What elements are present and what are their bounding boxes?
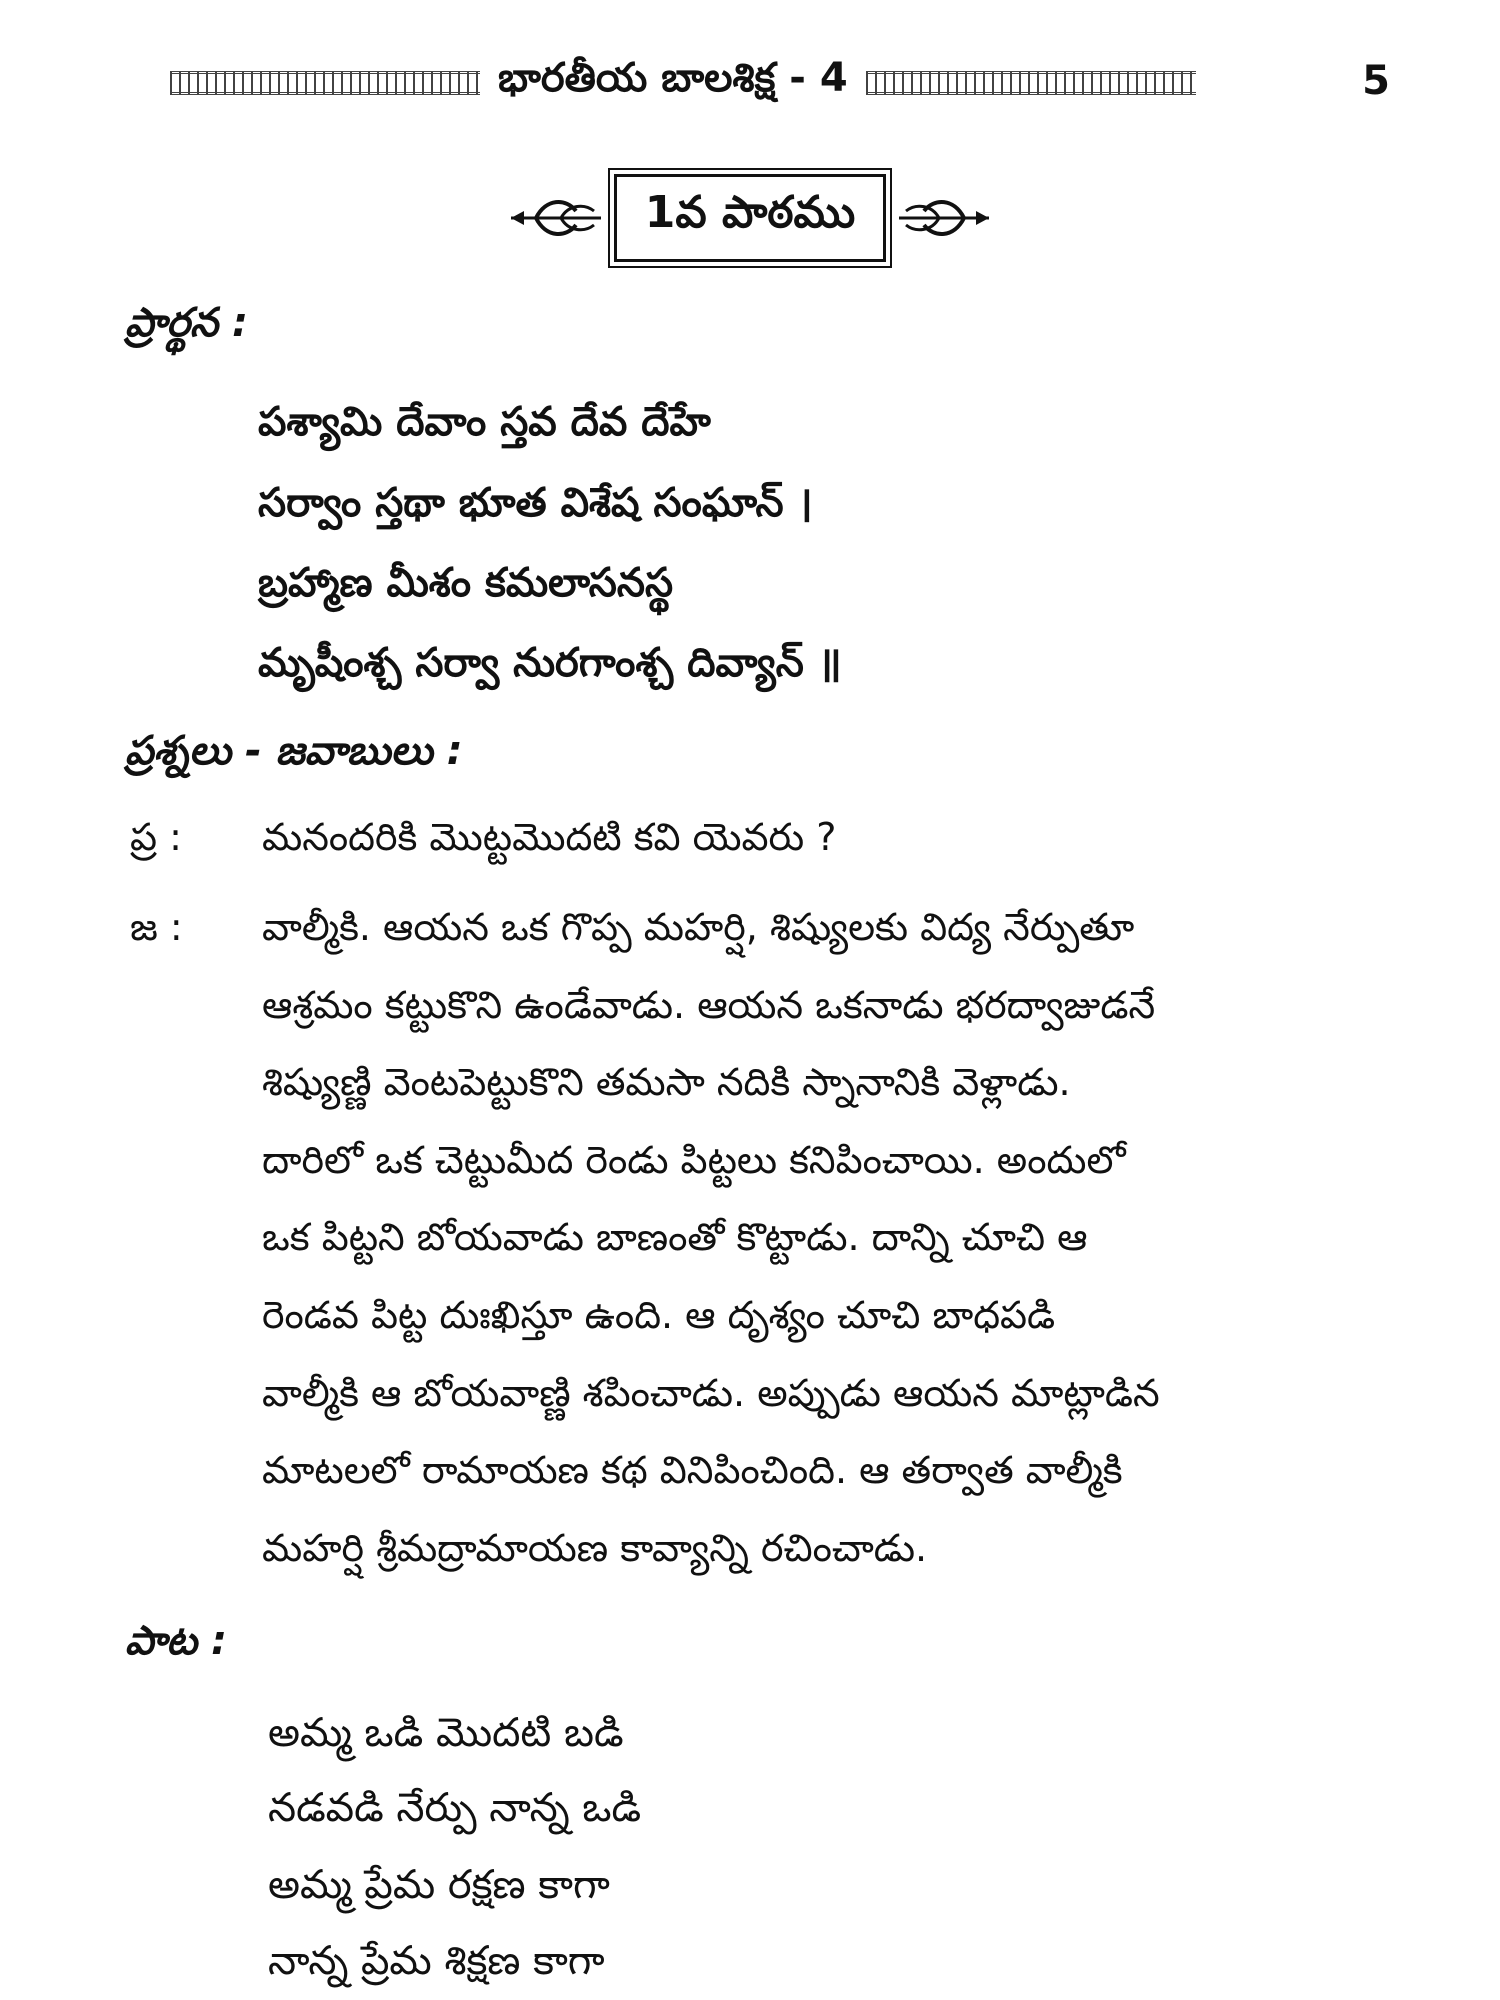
prayer-line: బ్రహ్మాణ మీశం కమలాసనస్థ xyxy=(258,560,674,606)
prayer-line: సర్వాం స్తథా భూత విశేష సంఘాన్ । xyxy=(258,480,813,526)
song-line: అమ్మ ఒడి మొదటి బడి xyxy=(268,1710,624,1756)
lesson-title: 1వ పాఠము xyxy=(614,174,886,262)
song-heading: పాట : xyxy=(125,1618,228,1664)
prayer-heading: ప్రార్థన : xyxy=(125,300,248,346)
answer-marker: జ : xyxy=(130,905,183,949)
answer-line: దారిలో ఒక చెట్టుమీద రెండు పిట్టలు కనిపించాయి. అందులో xyxy=(262,1138,1126,1182)
answer-line: శిష్యుణ్ణి వెంటపెట్టుకొని తమసా నదికి స్నానానికి వెళ్లాడు. xyxy=(262,1060,1071,1104)
song-line: నాన్న ప్రేమ శిక్షణ కాగా xyxy=(268,1938,605,1984)
right-flourish-icon xyxy=(894,193,994,243)
answer-line: మాటలలో రామాయణ కథ వినిపించింది. ఆ తర్వాత వాల్మీకి xyxy=(262,1448,1123,1492)
question-text: మనందరికి మొట్టమొదటి కవి యెవరు ? xyxy=(262,815,837,859)
answer-line: వాల్మీకి. ఆయన ఒక గొప్ప మహర్షి, శిష్యులకు విద్య నేర్పుతూ xyxy=(262,905,1135,949)
answer-line: రెండవ పిట్ట దుఃఖిస్తూ ఉంది. ఆ దృశ్యం చూచి బాధపడి xyxy=(262,1293,1056,1337)
header-ornament-right xyxy=(866,71,1196,95)
lesson-title-banner xyxy=(490,168,1010,268)
song-line: నడవడి నేర్పు నాన్న ఒడి xyxy=(268,1785,642,1831)
question-marker: ప్ర : xyxy=(130,815,182,859)
answer-line: వాల్మీకి ఆ బోయవాణ్ణి శపించాడు. అప్పుడు ఆయన మాట్లాడిన xyxy=(262,1371,1160,1415)
song-line: అమ్మ ప్రేమ రక్షణ కాగా xyxy=(268,1862,610,1908)
answer-line: మహర్షి శ్రీమద్రామాయణ కావ్యాన్ని రచించాడు. xyxy=(262,1526,928,1570)
page-number: 5 xyxy=(1362,58,1390,104)
book-title: భారతీయ బాలశిక్ష - 4 xyxy=(498,55,848,101)
prayer-line: మృషీంశ్చ సర్వా నురగాంశ్చ దివ్యాన్ ॥ xyxy=(258,640,842,686)
prayer-line: పశ్యామి దేవాం స్తవ దేవ దేహే xyxy=(258,399,711,445)
answer-line: ఒక పిట్టని బోయవాడు బాణంతో కొట్టాడు. దాన్ని చూచి ఆ xyxy=(262,1215,1088,1259)
left-flourish-icon xyxy=(506,193,606,243)
header-ornament-left xyxy=(170,71,480,95)
qa-heading: ప్రశ్నలు - జవాబులు : xyxy=(125,728,463,774)
running-header xyxy=(170,55,1390,108)
answer-line: ఆశ్రమం కట్టుకొని ఉండేవాడు. ఆయన ఒకనాడు భరద్వాజుడనే xyxy=(262,983,1156,1027)
